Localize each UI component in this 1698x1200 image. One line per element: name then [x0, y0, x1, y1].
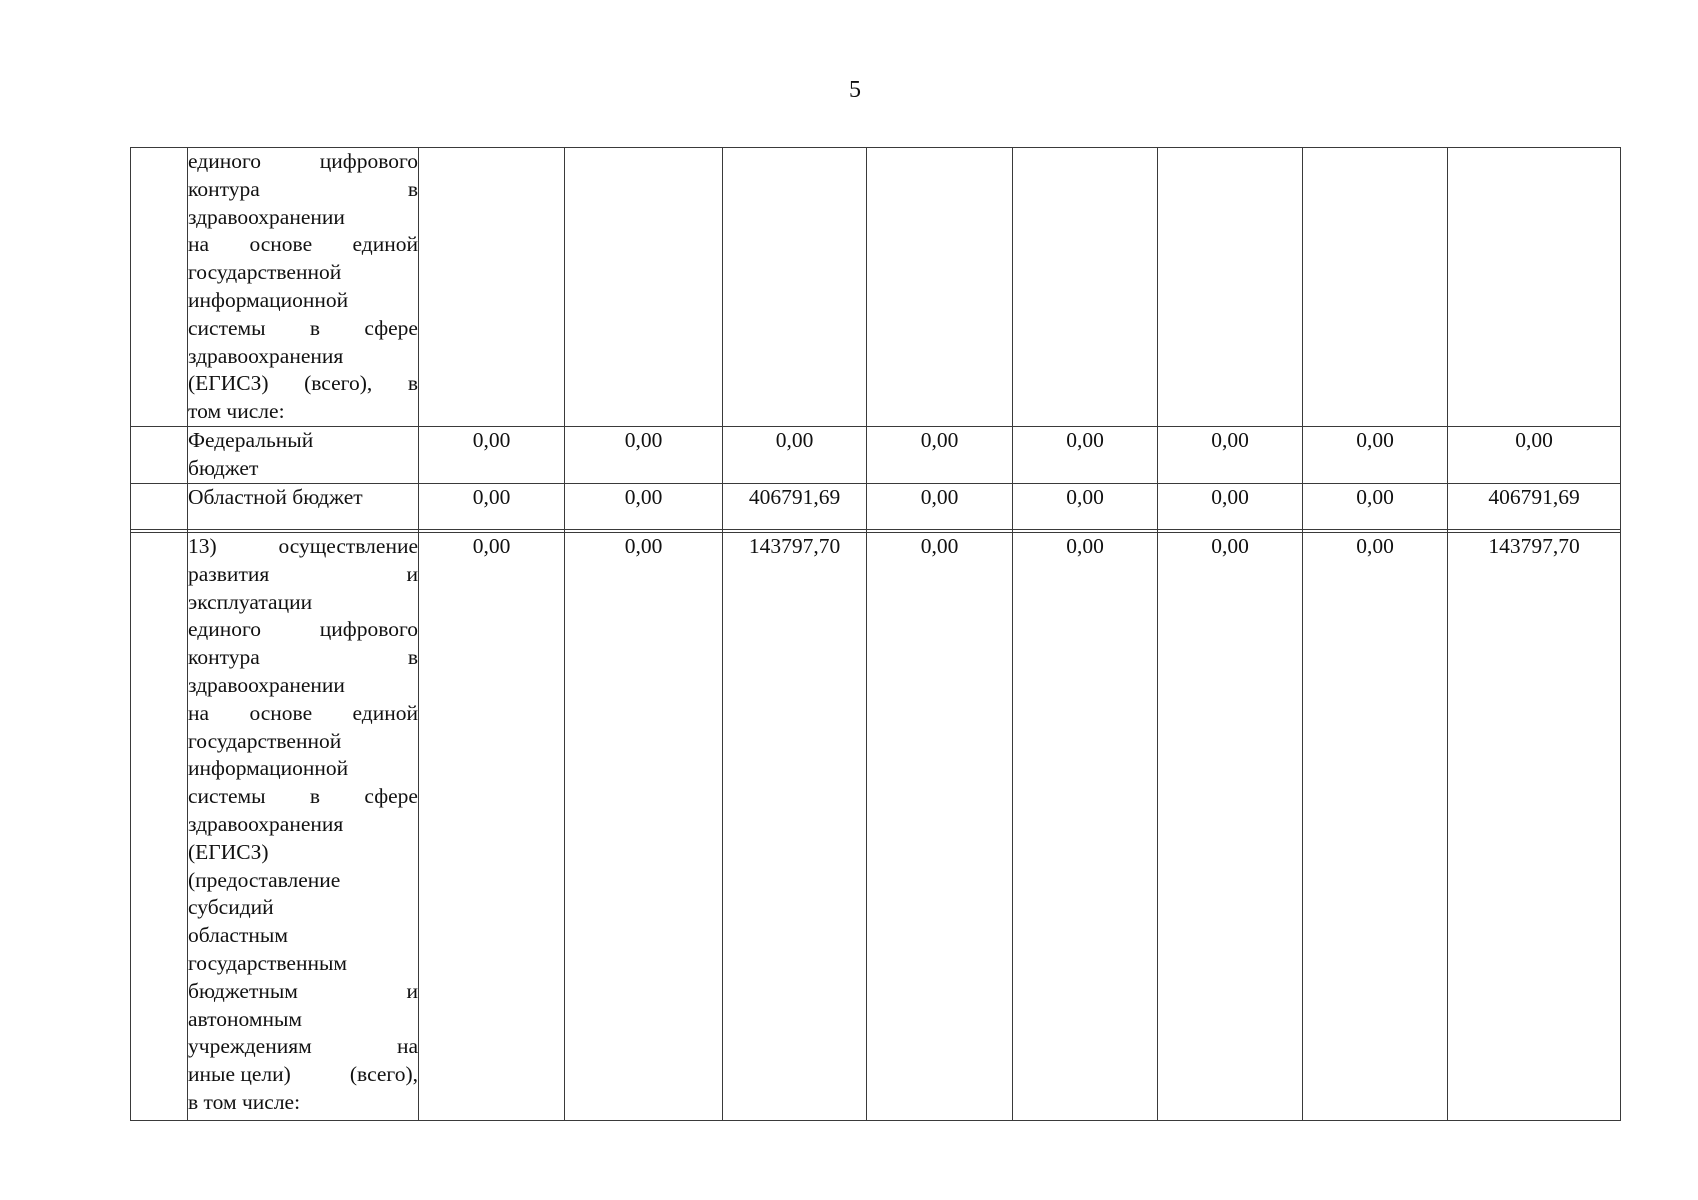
description-line — [188, 561, 418, 589]
value-cell: 0,00 — [1158, 484, 1303, 530]
total-value-cell — [1448, 148, 1621, 427]
table-body — [131, 148, 1621, 1121]
description-line — [188, 533, 418, 561]
description-word: здравоохранения — [188, 343, 344, 368]
description-word: областным — [188, 923, 288, 948]
description-line — [188, 315, 418, 343]
value-cell: 0,00 — [867, 533, 1013, 1121]
value-cell: 0,00 — [419, 427, 565, 484]
description-line — [188, 978, 418, 1006]
value-cell: 0,00 — [419, 533, 565, 1121]
row-number-cell — [131, 148, 188, 427]
description-word: информационной — [188, 756, 349, 781]
description-line — [188, 204, 418, 232]
description-word: бюджетным — [188, 978, 298, 1003]
description-word: сфере — [364, 315, 418, 340]
value-cell — [565, 148, 723, 427]
description-word: 13) — [188, 534, 217, 558]
description-word: контура — [188, 176, 260, 201]
description-word: на — [188, 232, 210, 257]
value-cell: 143797,70 — [723, 533, 867, 1121]
description-line — [188, 427, 418, 455]
description-word: (всего), — [349, 1062, 418, 1087]
description-line — [188, 783, 418, 811]
description-word: на — [396, 1034, 418, 1059]
description-word: в том числе: — [188, 1089, 301, 1114]
value-cell: 0,00 — [565, 484, 723, 530]
description-word: здравоохранении — [188, 204, 345, 229]
description-word: иные цели) — [188, 1062, 291, 1087]
value-cell — [419, 148, 565, 427]
description-line — [188, 755, 418, 783]
description-line — [188, 867, 418, 895]
value-cell: 0,00 — [419, 484, 565, 530]
table-row — [131, 484, 1621, 530]
description-cell — [188, 148, 419, 427]
row-number-cell — [131, 533, 188, 1121]
row-number-cell — [131, 484, 188, 530]
value-cell: 0,00 — [723, 427, 867, 484]
description-word: системы — [188, 784, 266, 809]
description-word: и — [406, 978, 418, 1003]
value-cell: 406791,69 — [723, 484, 867, 530]
description-line — [188, 1061, 418, 1089]
description-word: эксплуатации — [188, 589, 313, 614]
description-word: цифрового — [319, 149, 418, 173]
description-word: на — [188, 700, 210, 725]
description-word: (всего), — [304, 371, 373, 396]
value-cell: 0,00 — [1158, 427, 1303, 484]
description-word: государственным — [188, 950, 348, 975]
description-line — [188, 839, 418, 867]
description-line — [188, 700, 418, 728]
budget-table — [130, 147, 1621, 1121]
value-cell — [1013, 148, 1158, 427]
value-cell — [723, 148, 867, 427]
description-word: государственной — [188, 260, 342, 285]
description-word: в — [309, 315, 321, 340]
description-line — [188, 672, 418, 700]
description-line — [188, 616, 418, 644]
description-word: в — [407, 176, 418, 201]
description-line — [188, 1033, 418, 1061]
description-word: единого — [188, 149, 261, 173]
description-word: информационной — [188, 287, 349, 312]
description-word: (предоставление — [188, 867, 341, 892]
description-word: субсидий — [188, 895, 274, 920]
description-word: бюджет — [188, 455, 259, 480]
description-line — [188, 589, 418, 617]
total-value-cell: 406791,69 — [1448, 484, 1621, 530]
value-cell: 0,00 — [1303, 484, 1448, 530]
value-cell: 0,00 — [565, 533, 723, 1121]
description-word: в — [407, 645, 418, 670]
description-line — [188, 176, 418, 204]
description-word: автономным — [188, 1006, 303, 1031]
description-cell — [188, 427, 419, 484]
page-number: 5 — [849, 77, 861, 103]
description-word: основе — [249, 232, 313, 257]
description-line — [188, 231, 418, 259]
description-line — [188, 287, 418, 315]
description-line — [188, 811, 418, 839]
description-line — [188, 728, 418, 756]
description-line — [188, 894, 418, 922]
value-cell: 0,00 — [1013, 533, 1158, 1121]
description-line — [188, 148, 418, 176]
description-word: в — [407, 371, 418, 396]
total-value-cell: 0,00 — [1448, 427, 1621, 484]
value-cell: 0,00 — [1158, 533, 1303, 1121]
description-word: учреждениям — [188, 1034, 312, 1059]
description-word: здравоохранении — [188, 672, 345, 697]
value-cell — [867, 148, 1013, 427]
value-cell: 0,00 — [867, 427, 1013, 484]
description-line — [188, 922, 418, 950]
table-row — [131, 427, 1621, 484]
table-row — [131, 148, 1621, 427]
description-line — [188, 950, 418, 978]
description-line — [188, 1089, 418, 1117]
description-line — [188, 398, 418, 426]
value-cell: 0,00 — [1303, 533, 1448, 1121]
description-word: сфере — [364, 784, 418, 809]
value-cell: 0,00 — [867, 484, 1013, 530]
value-cell: 0,00 — [1303, 427, 1448, 484]
description-word: системы — [188, 315, 266, 340]
description-word: Федеральный — [188, 428, 314, 452]
description-word: единой — [352, 232, 418, 257]
value-cell: 0,00 — [1013, 484, 1158, 530]
value-cell — [1303, 148, 1448, 427]
description-line — [188, 259, 418, 287]
description-word: основе — [249, 700, 313, 725]
description-word: в — [309, 784, 321, 809]
value-cell: 0,00 — [1013, 427, 1158, 484]
description-word: развития — [188, 561, 270, 586]
description-word: единого — [188, 617, 261, 642]
table-row — [131, 533, 1621, 1121]
value-cell: 0,00 — [565, 427, 723, 484]
description-word: том числе: — [188, 399, 285, 424]
total-value-cell: 143797,70 — [1448, 533, 1621, 1121]
description-word: государственной — [188, 728, 342, 753]
description-word: и — [406, 561, 418, 586]
value-cell — [1158, 148, 1303, 427]
description-line — [188, 644, 418, 672]
description-word: цифрового — [319, 617, 418, 642]
description-word: контура — [188, 645, 260, 670]
description-word: единой — [352, 700, 418, 725]
description-word: Областной бюджет — [188, 485, 363, 509]
description-line — [188, 484, 418, 512]
description-line — [188, 1006, 418, 1034]
description-word: (ЕГИСЗ) — [188, 371, 269, 396]
description-cell — [188, 533, 419, 1121]
description-line — [188, 455, 418, 483]
row-number-cell — [131, 427, 188, 484]
description-line — [188, 370, 418, 398]
description-line — [188, 343, 418, 371]
description-word: (ЕГИСЗ) — [188, 839, 269, 864]
description-cell — [188, 484, 419, 530]
description-word: осуществление — [278, 534, 418, 558]
description-word: здравоохранения — [188, 811, 344, 836]
